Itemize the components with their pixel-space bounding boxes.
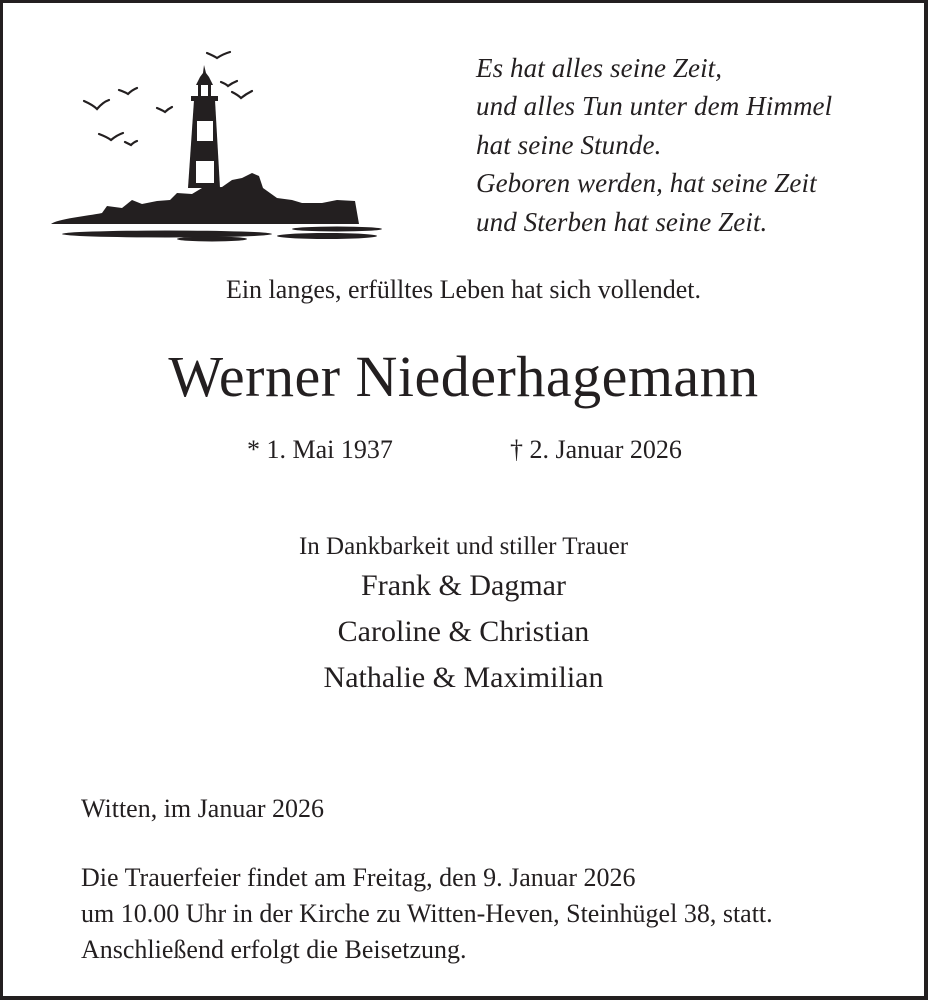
service-line: Anschließend erfolgt die Beisetzung. <box>81 935 467 964</box>
birth-date: * 1. Mai 1937 <box>247 435 393 464</box>
deceased-name: Werner Niederhagemann <box>168 344 759 409</box>
mourner-family: Caroline & Christian <box>337 615 590 648</box>
verse-line: Geboren werden, hat seine Zeit <box>476 168 817 199</box>
mourners-lead: In Dankbarkeit und stiller Trauer <box>298 533 629 560</box>
death-date: † 2. Januar 2026 <box>510 435 682 464</box>
intro-text: Ein langes, erfülltes Leben hat sich vollendet. <box>225 275 702 304</box>
verse-line: Es hat alles seine Zeit, <box>476 53 723 83</box>
service-info <box>81 860 773 968</box>
mourners-block <box>3 531 924 701</box>
place-date: Witten, im Januar 2026 <box>81 794 325 823</box>
verse-line: hat seine Stunde. <box>476 129 662 160</box>
mourner-family: Nathalie & Maximilian <box>323 661 604 694</box>
verse-line: und alles Tun unter dem Himmel <box>476 91 833 122</box>
verse-quote <box>476 49 832 241</box>
verse-line: und Sterben hat seine Zeit. <box>476 206 768 237</box>
service-line: um 10.00 Uhr in der Kirche zu Witten-Heven, Steinhügel 38, statt. <box>81 899 773 928</box>
mourner-family: Frank & Dagmar <box>361 569 566 602</box>
service-line: Die Trauerfeier findet am Freitag, den 9. Januar 2026 <box>81 863 636 892</box>
lighthouse-icon <box>47 48 383 243</box>
